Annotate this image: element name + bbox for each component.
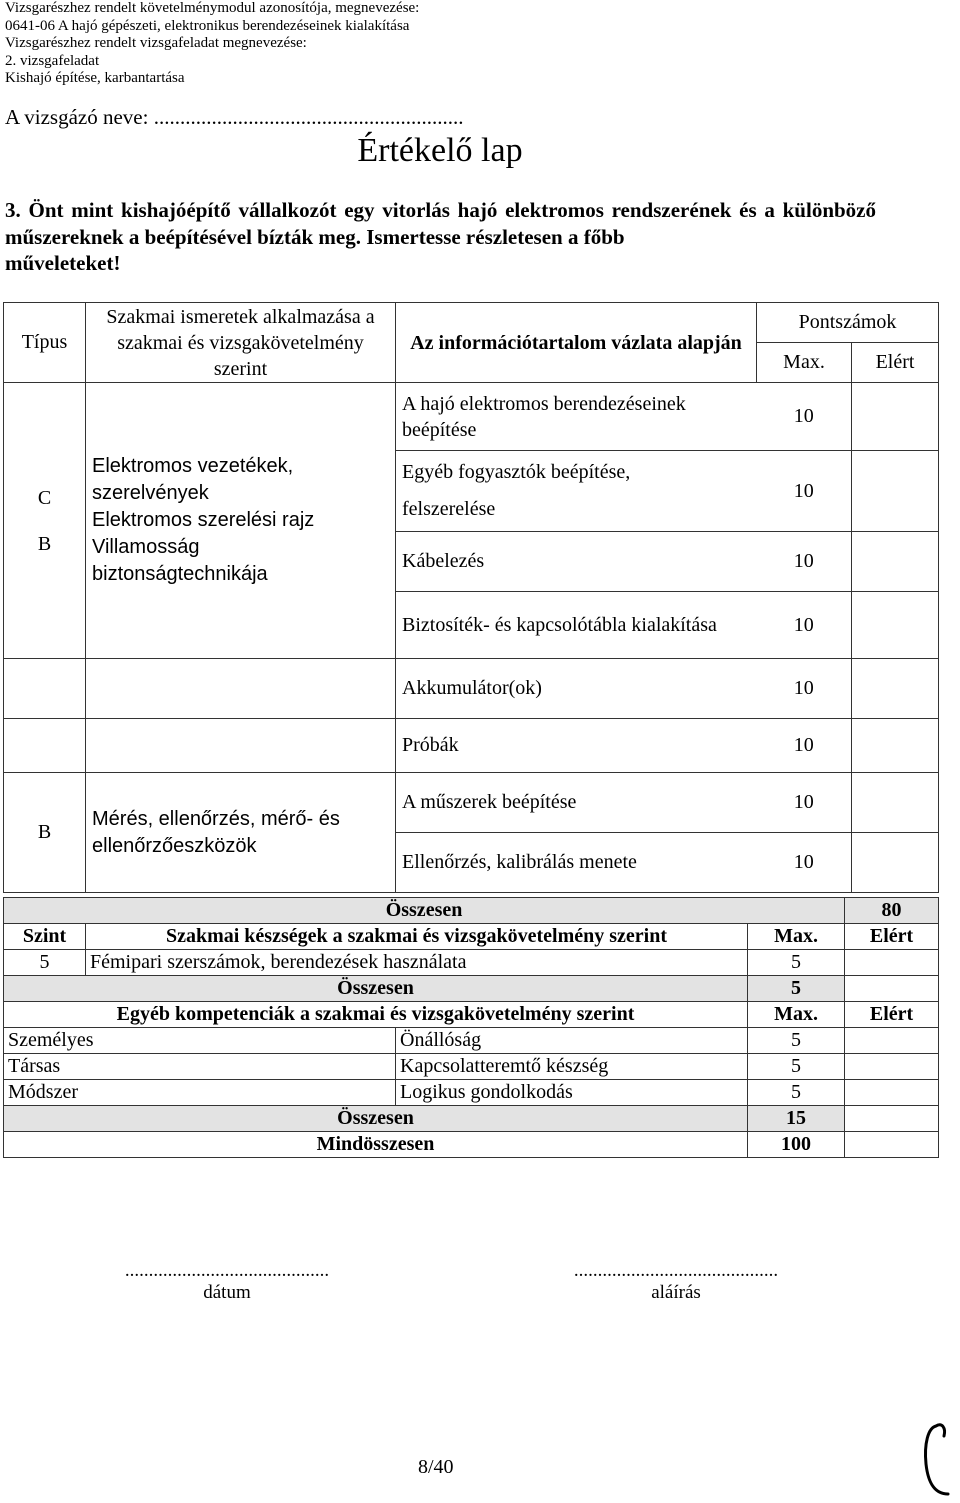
- achieved-points: [852, 773, 939, 833]
- outline-item: Próbák: [396, 719, 757, 773]
- header-line: Kishajó építése, karbantartása: [5, 70, 185, 86]
- competencies-header: Egyéb kompetenciák a szakmai és vizsgakövetelmény szerint: [4, 1002, 748, 1028]
- col-header-achieved: Elért: [852, 343, 939, 383]
- date-signature-block: [92, 1260, 362, 1304]
- col-header-achieved: Elért: [845, 924, 939, 950]
- max-points: 10: [757, 383, 852, 451]
- max-points: 10: [757, 532, 852, 592]
- max-points: 5: [748, 1080, 845, 1106]
- achieved-points: [845, 950, 939, 976]
- achieved-points: [852, 719, 939, 773]
- outline-item: Kábelezés: [396, 532, 757, 592]
- achieved-points: [852, 451, 939, 532]
- competency-kind: Személyes: [4, 1028, 396, 1054]
- subtotal-achieved: [845, 1106, 939, 1132]
- max-points: 10: [757, 773, 852, 833]
- col-header-max: Max.: [748, 924, 845, 950]
- subtotal-label: Összesen: [4, 1106, 748, 1132]
- signature-label: aláírás: [651, 1282, 701, 1303]
- type-cell: [4, 383, 86, 659]
- max-points: 10: [757, 592, 852, 659]
- document-header: [5, 0, 419, 88]
- skill-text: Fémipari szerszámok, berendezések használata: [86, 950, 748, 976]
- type-cell: B: [4, 773, 86, 893]
- subtotal-label: Összesen: [4, 898, 845, 924]
- date-dots: ...........................................: [124, 1260, 330, 1281]
- outline-item: Egyéb fogyasztók beépítése, felszerelése: [396, 451, 757, 532]
- subtotal-value: 80: [845, 898, 939, 924]
- max-points: 5: [748, 950, 845, 976]
- competency-name: Kapcsolatteremtő készség: [396, 1054, 748, 1080]
- subtotal-label: Összesen: [4, 976, 748, 1002]
- outline-item: Akkumulátor(ok): [396, 659, 757, 719]
- subtotal-value: 15: [748, 1106, 845, 1132]
- knowledge-cell-empty: [86, 659, 396, 719]
- max-points: 10: [757, 451, 852, 532]
- task-text-end: műveleteket!: [5, 251, 121, 275]
- candidate-name-line: A vizsgázó neve: ...........................................................: [5, 105, 464, 129]
- max-points: 5: [748, 1028, 845, 1054]
- grand-total-label: Mindösszesen: [4, 1132, 748, 1158]
- max-points: 10: [757, 719, 852, 773]
- page-number: 8/40: [418, 1456, 454, 1478]
- max-points: 5: [748, 1054, 845, 1080]
- outline-item: Ellenőrzés, kalibrálás menete: [396, 833, 757, 893]
- subtotal-achieved: [845, 976, 939, 1002]
- achieved-points: [852, 532, 939, 592]
- achieved-points: [852, 659, 939, 719]
- grand-total-value: 100: [748, 1132, 845, 1158]
- col-header-max: Max.: [748, 1002, 845, 1028]
- skill-level: 5: [4, 950, 86, 976]
- grand-total-achieved: [845, 1132, 939, 1158]
- signature-dots: ...........................................: [573, 1260, 779, 1281]
- achieved-points: [845, 1054, 939, 1080]
- type-letter: B: [37, 532, 52, 555]
- page-title: Értékelő lap: [357, 132, 523, 169]
- outline-item: A műszerek beépítése: [396, 773, 757, 833]
- competency-kind: Társas: [4, 1054, 396, 1080]
- col-header-max: Max.: [757, 343, 852, 383]
- competency-name: Logikus gondolkodás: [396, 1080, 748, 1106]
- col-header-level: Szint: [4, 924, 86, 950]
- summary-table: [3, 897, 939, 1158]
- header-line: 0641-06 A hajó gépészeti, elektronikus berendezéseinek kialakítása: [5, 17, 410, 34]
- max-points: 10: [757, 659, 852, 719]
- type-cell-empty: [4, 719, 86, 773]
- evaluation-table: [3, 302, 939, 893]
- col-header-points: Pontszámok: [757, 303, 939, 343]
- initials-mark: [918, 1420, 958, 1500]
- header-line: Vizsgarészhez rendelt követelménymodul azonosítója, megnevezése:: [5, 0, 420, 16]
- header-line: Vizsgarészhez rendelt vizsgafeladat megnevezése:: [5, 35, 307, 51]
- task-text: 3. Önt mint kishajóépítő vállalkozót egy vitorlás hajó elektromos rendszerének és a különböző műszereknek a beépítésével bízták meg. Ismertesse részletesen a főbb: [5, 198, 876, 249]
- competency-kind: Módszer: [4, 1080, 396, 1106]
- col-header-type: Típus: [4, 303, 86, 383]
- col-header-achieved: Elért: [845, 1002, 939, 1028]
- col-header-outline: Az információtartalom vázlata alapján: [396, 303, 757, 383]
- competency-name: Önállóság: [396, 1028, 748, 1054]
- header-line: 2. vizsgafeladat: [5, 52, 100, 69]
- subtotal-value: 5: [748, 976, 845, 1002]
- type-letter: C: [37, 486, 52, 509]
- type-cell-empty: [4, 659, 86, 719]
- knowledge-cell-empty: [86, 719, 396, 773]
- achieved-points: [845, 1028, 939, 1054]
- knowledge-cell: Mérés, ellenőrzés, mérő- és ellenőrzőeszközök: [86, 773, 396, 893]
- col-header-knowledge: Szakmai ismeretek alkalmazása a szakmai és vizsgakövetelmény szerint: [86, 303, 396, 383]
- knowledge-cell: Elektromos vezetékek, szerelvények Elektromos szerelési rajz Villamosság biztonságtechnikája: [86, 383, 396, 659]
- achieved-points: [852, 833, 939, 893]
- skills-header: Szakmai készségek a szakmai és vizsgakövetelmény szerint: [86, 924, 748, 950]
- signature-block: [541, 1260, 811, 1304]
- max-points: 10: [757, 833, 852, 893]
- achieved-points: [845, 1080, 939, 1106]
- achieved-points: [852, 383, 939, 451]
- outline-item: A hajó elektromos berendezéseinek beépítése: [396, 383, 757, 451]
- achieved-points: [852, 592, 939, 659]
- outline-item: Biztosíték- és kapcsolótábla kialakítása: [396, 592, 757, 659]
- date-label: dátum: [203, 1282, 251, 1303]
